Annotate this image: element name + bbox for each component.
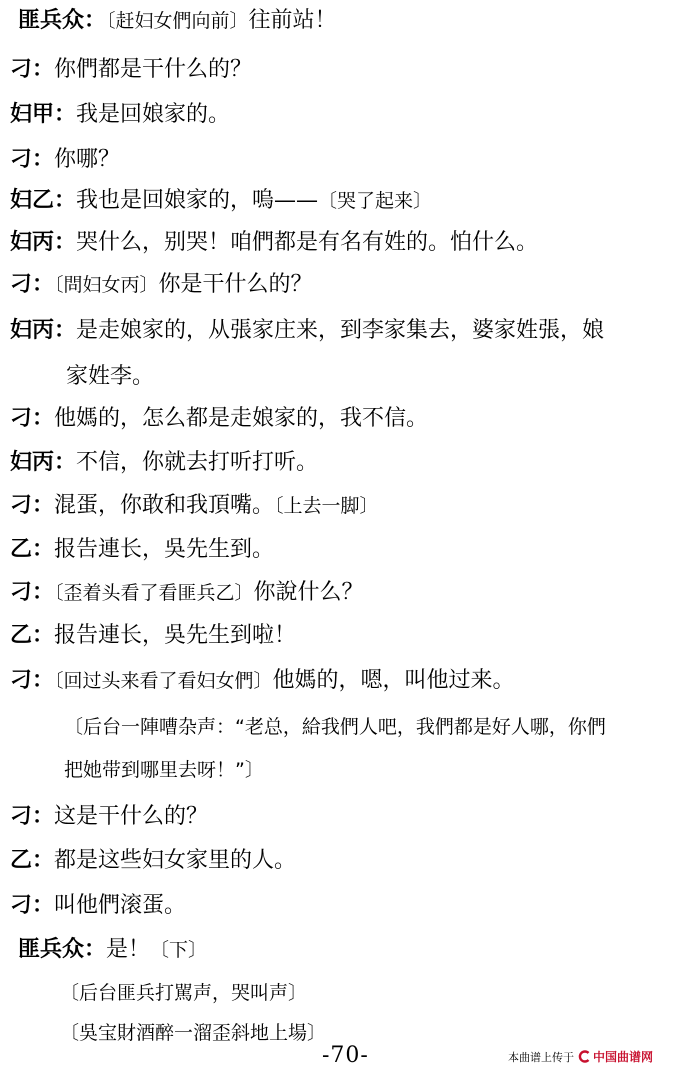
line-text: 报告連长，吳先生到啦！ — [54, 623, 297, 648]
line-text: 我也是回娘家的，嗚—— — [76, 188, 319, 213]
site-logo-icon — [578, 1050, 591, 1063]
watermark-prefix: 本曲谱上传于 — [508, 1051, 574, 1064]
speaker: 刁： — [10, 580, 55, 605]
line-text: 往前站！ — [248, 8, 337, 33]
stage-direction-line — [60, 1018, 326, 1048]
dialogue-line — [10, 666, 515, 696]
line-text: 家姓李。 — [66, 364, 155, 389]
speaker: 刁： — [10, 57, 55, 82]
line-text: 都是这些妇女家里的人。 — [54, 848, 297, 873]
site-name: 中国曲谱网 — [593, 1050, 654, 1064]
dialogue-line — [10, 186, 432, 216]
stage-direction: 〔問妇女丙〕 — [54, 274, 159, 296]
stage-direction-line — [64, 712, 606, 742]
speaker: 妇甲： — [10, 102, 77, 127]
speaker: 乙： — [10, 537, 55, 562]
dialogue-line — [10, 802, 208, 832]
line-text: 是！ — [106, 937, 151, 962]
line-text: 混蛋，你敢和我頂嘴。 — [54, 493, 275, 518]
speaker: 乙： — [10, 848, 55, 873]
dialogue-line — [10, 448, 318, 478]
stage-direction: 〔回过头来看了看妇女們〕 — [54, 670, 273, 692]
speaker: 刁： — [10, 893, 55, 918]
speaker: 乙： — [10, 623, 55, 648]
line-text: 我是回娘家的。 — [76, 102, 231, 127]
dialogue-line — [10, 404, 428, 434]
dialogue-line — [10, 316, 604, 346]
speaker: 妇丙： — [10, 450, 77, 475]
dialogue-line — [10, 145, 120, 175]
line-text: 你們都是干什么的？ — [54, 57, 253, 82]
dialogue-line — [10, 228, 538, 258]
dialogue-line — [66, 362, 154, 392]
line-text: 你說什么？ — [253, 580, 364, 605]
stage-direction: 〔歪着头看了看匪兵乙〕 — [54, 582, 254, 604]
dialogue-line — [10, 100, 230, 130]
line-text: 你是干什么的？ — [158, 272, 313, 297]
dialogue-line — [10, 846, 296, 876]
line-text: 〔后台一陣嘈杂声：“老总，給我們人吧，我們都是好人哪，你們 — [64, 716, 606, 738]
dialogue-line — [10, 535, 274, 565]
dialogue-line — [10, 270, 313, 300]
dialogue-line — [10, 621, 296, 651]
page-number: -70- — [322, 1043, 369, 1068]
dialogue-line — [18, 935, 207, 965]
line-text: 他媽的，怎么都是走娘家的，我不信。 — [54, 406, 429, 431]
site-watermark — [508, 1049, 653, 1066]
dialogue-line — [10, 491, 379, 521]
stage-direction-line — [64, 755, 264, 785]
stage-direction: 〔哭了起来〕 — [318, 190, 433, 212]
speaker: 刁： — [10, 147, 55, 172]
speaker: 妇丙： — [10, 230, 77, 255]
dialogue-line — [10, 891, 186, 921]
line-text: 不信，你就去打听打听。 — [76, 450, 319, 475]
speaker: 妇丙： — [10, 318, 77, 343]
speaker: 刁： — [10, 272, 55, 297]
line-text: 哭什么，别哭！咱們都是有名有姓的。怕什么。 — [76, 230, 539, 255]
stage-direction-line — [60, 978, 307, 1008]
speaker: 妇乙： — [10, 188, 77, 213]
line-text: 他媽的，嗯，叫他过来。 — [272, 668, 515, 693]
dialogue-line — [18, 6, 337, 36]
line-text: 这是干什么的？ — [54, 804, 209, 829]
stage-direction: 〔下〕 — [150, 939, 208, 961]
line-text: 把她带到哪里去呀！”〕 — [64, 759, 264, 781]
dialogue-line — [10, 578, 364, 608]
speaker: 刁： — [10, 493, 55, 518]
dialogue-line — [10, 55, 252, 85]
speaker: 刁： — [10, 406, 55, 431]
line-text: 你哪？ — [54, 147, 121, 172]
line-text: 叫他們滚蛋。 — [54, 893, 187, 918]
speaker: 匪兵众： — [18, 8, 107, 33]
line-text: 〔吳宝財酒醉一溜歪斜地上場〕 — [60, 1022, 327, 1044]
speaker: 匪兵众： — [18, 937, 107, 962]
stage-direction: 〔上去一脚〕 — [274, 495, 379, 517]
speaker: 刁： — [10, 668, 55, 693]
line-text: 报告連长，吳先生到。 — [54, 537, 275, 562]
line-text: 〔后台匪兵打駡声，哭叫声〕 — [60, 982, 308, 1004]
speaker: 刁： — [10, 804, 55, 829]
line-text: 是走娘家的，从張家庄来，到李家集去，婆家姓張，娘 — [76, 318, 605, 343]
stage-direction: 〔赶妇女們向前〕 — [106, 10, 249, 32]
